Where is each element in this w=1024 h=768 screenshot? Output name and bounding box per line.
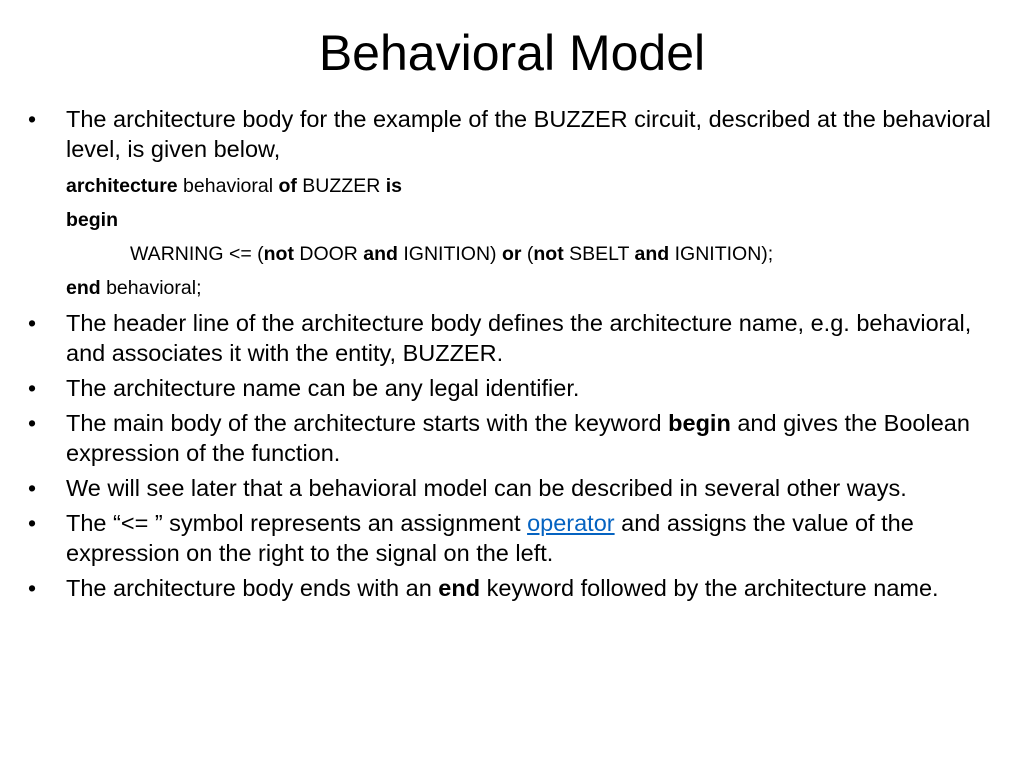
code-text: ( <box>521 243 534 265</box>
operator-link[interactable]: operator <box>527 510 615 536</box>
code-line-header <box>28 169 1006 203</box>
code-text: DOOR <box>293 243 364 265</box>
bullet-text: The header line of the architecture body defines the architecture name, e.g. behavioral, and associates it with the entity, BUZZER. <box>66 310 972 366</box>
bullet-item <box>28 308 1006 368</box>
bullet-text: and gives the Boolean expression of the function. <box>66 410 970 466</box>
code-text: IGNITION); <box>669 243 774 265</box>
slide-content <box>28 104 1006 608</box>
code-text: BUZZER <box>296 175 386 197</box>
bullet-text: The architecture name can be any legal identifier. <box>66 375 580 401</box>
bullet-item <box>28 373 1006 403</box>
code-keyword: and <box>634 243 670 265</box>
code-block <box>28 169 1006 305</box>
bullet-item <box>28 473 1006 503</box>
bullet-text: We will see later that a behavioral model can be described in several other ways. <box>66 475 907 501</box>
code-keyword: of <box>278 175 297 197</box>
code-keyword: architecture <box>66 175 178 197</box>
bullet-item <box>28 104 1006 164</box>
code-keyword: and <box>363 243 398 265</box>
code-line-end <box>28 271 1006 305</box>
slide-title: Behavioral Model <box>318 25 706 81</box>
code-line-assignment <box>28 237 1006 271</box>
code-text: IGNITION) <box>397 243 502 265</box>
code-keyword: begin <box>66 209 118 231</box>
bullet-item <box>28 573 1006 603</box>
code-keyword: not <box>263 243 294 265</box>
bullet-text: The main body of the architecture starts with the keyword <box>66 410 669 436</box>
code-text: SBELT <box>563 243 635 265</box>
bullet-text: The “<= ” symbol represents an assignment <box>66 510 528 536</box>
code-keyword: not <box>533 243 564 265</box>
code-keyword: or <box>501 243 522 265</box>
bullet-text: and assigns the value of the expression on the right to the signal on the left. <box>66 510 914 566</box>
bullet-item <box>28 408 1006 468</box>
bullet-keyword: end <box>438 575 481 601</box>
bullet-item <box>28 508 1006 568</box>
bullet-keyword: begin <box>668 410 731 436</box>
bullet-text: The architecture body ends with an <box>66 575 439 601</box>
bullet-text: keyword followed by the architecture name. <box>480 575 939 601</box>
code-text: WARNING <= ( <box>130 243 264 265</box>
code-line-begin <box>28 203 1006 237</box>
code-keyword: end <box>66 277 101 299</box>
code-keyword: is <box>385 175 402 197</box>
bullet-text: The architecture body for the example of the BUZZER circuit, described at the behavioral level, is given below, <box>66 106 991 162</box>
code-text: behavioral <box>177 175 279 197</box>
code-text: behavioral; <box>100 277 202 299</box>
